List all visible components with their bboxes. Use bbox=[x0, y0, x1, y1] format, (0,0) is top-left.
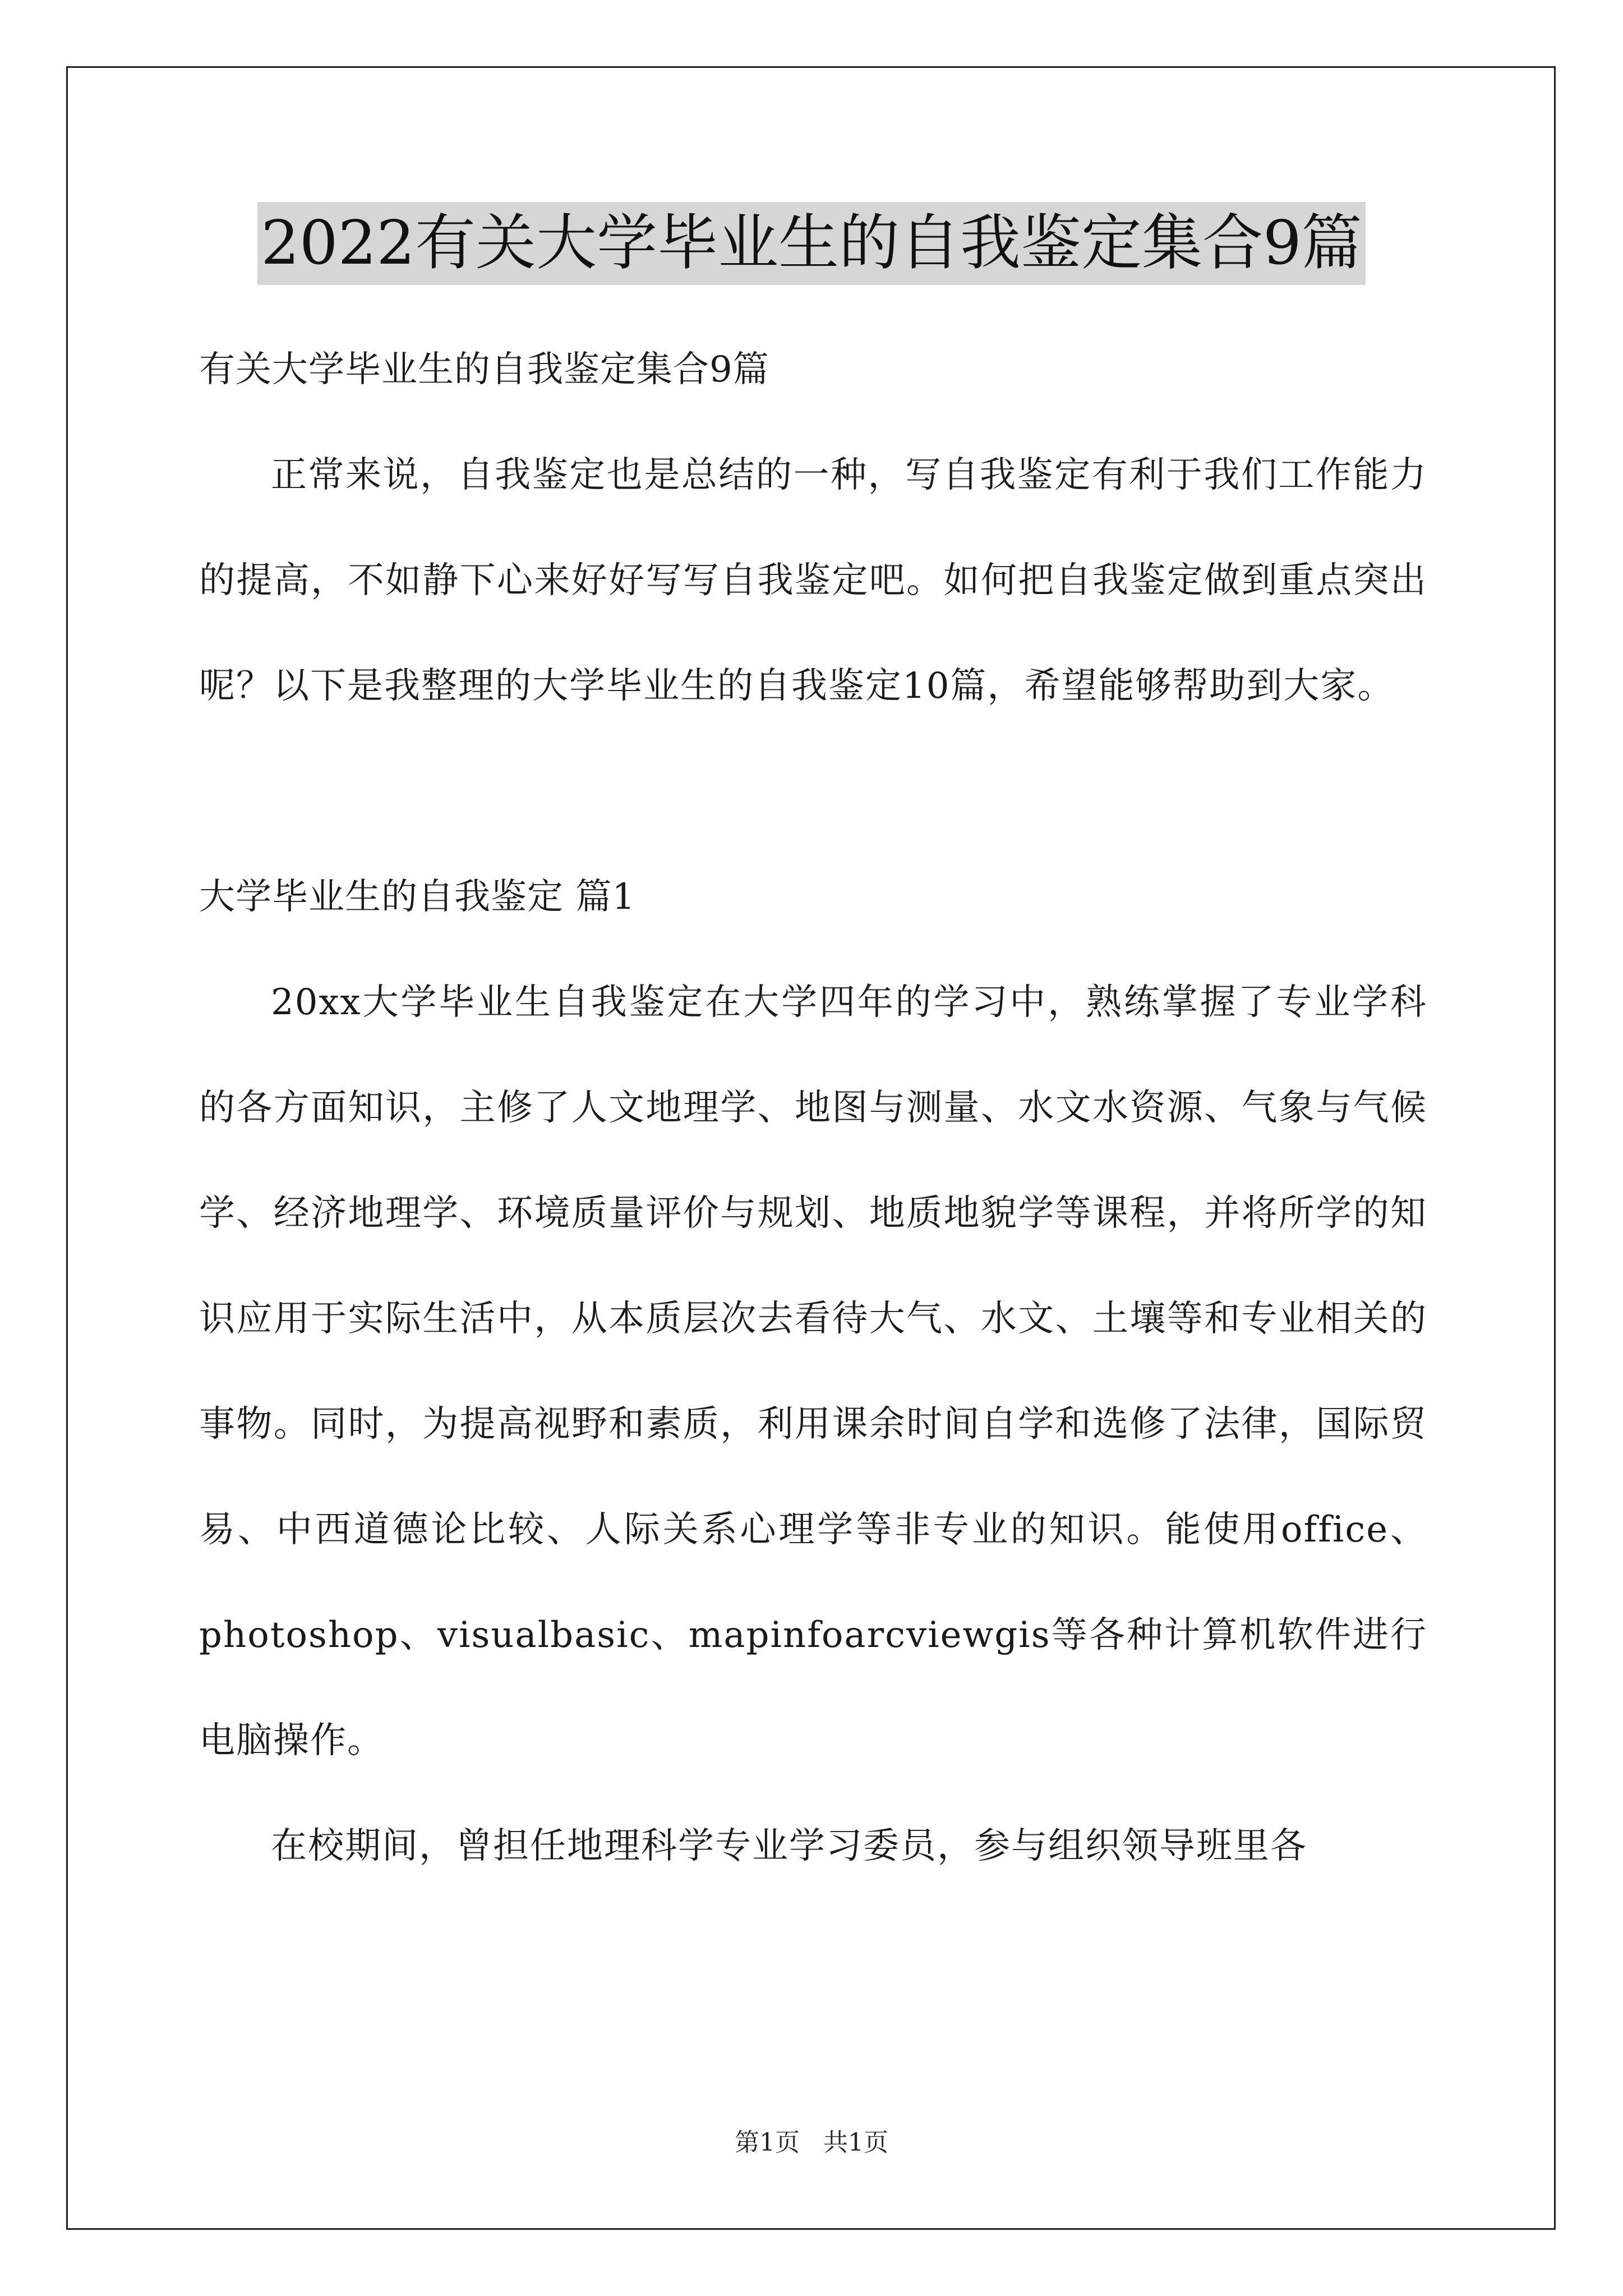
intro-paragraph: 正常来说，自我鉴定也是总结的一种，写自我鉴定有利于我们工作能力的提高，不如静下心来好好写写自我鉴定吧。如何把自我鉴定做到重点突出呢？以下是我整理的大学毕业生的自我鉴定10篇，希望能够帮助到大家。 bbox=[199, 454, 1427, 707]
spacer bbox=[199, 739, 1427, 844]
document-title: 2022有关大学毕业生的自我鉴定集合9篇 bbox=[257, 202, 1366, 285]
document-subtitle: 有关大学毕业生的自我鉴定集合9篇 bbox=[199, 349, 769, 390]
page-footer: 第1页 共1页 bbox=[735, 2128, 888, 2157]
title-container bbox=[0, 202, 1623, 285]
document-body bbox=[199, 317, 1427, 1899]
section1-paragraph-2: 在校期间，曾担任地理科学专业学习委员，参与组织领导班里各 bbox=[271, 1825, 1307, 1867]
section-heading-1: 大学毕业生的自我鉴定 篇1 bbox=[199, 876, 636, 918]
section1-paragraph-1: 20xx大学毕业生自我鉴定在大学四年的学习中，熟练掌握了专业学科的各方面知识，主修了人文地理学、地图与测量、水文水资源、气象与气候学、经济地理学、环境质量评价与规划、地质地貌学等课程，并将所学的知识应用于实际生活中，从本质层次去看待大气、水文、土壤等和专业相关的事物。同时，为提高视野和素质，利用课余时间自学和选修了法律，国际贸易、中西道德论比较、人际关系心理学等非专业的知识。能使用office、photoshop、visualbasic、mapinfoarcviewgis等各种计算机软件进行电脑操作。 bbox=[199, 982, 1427, 1761]
